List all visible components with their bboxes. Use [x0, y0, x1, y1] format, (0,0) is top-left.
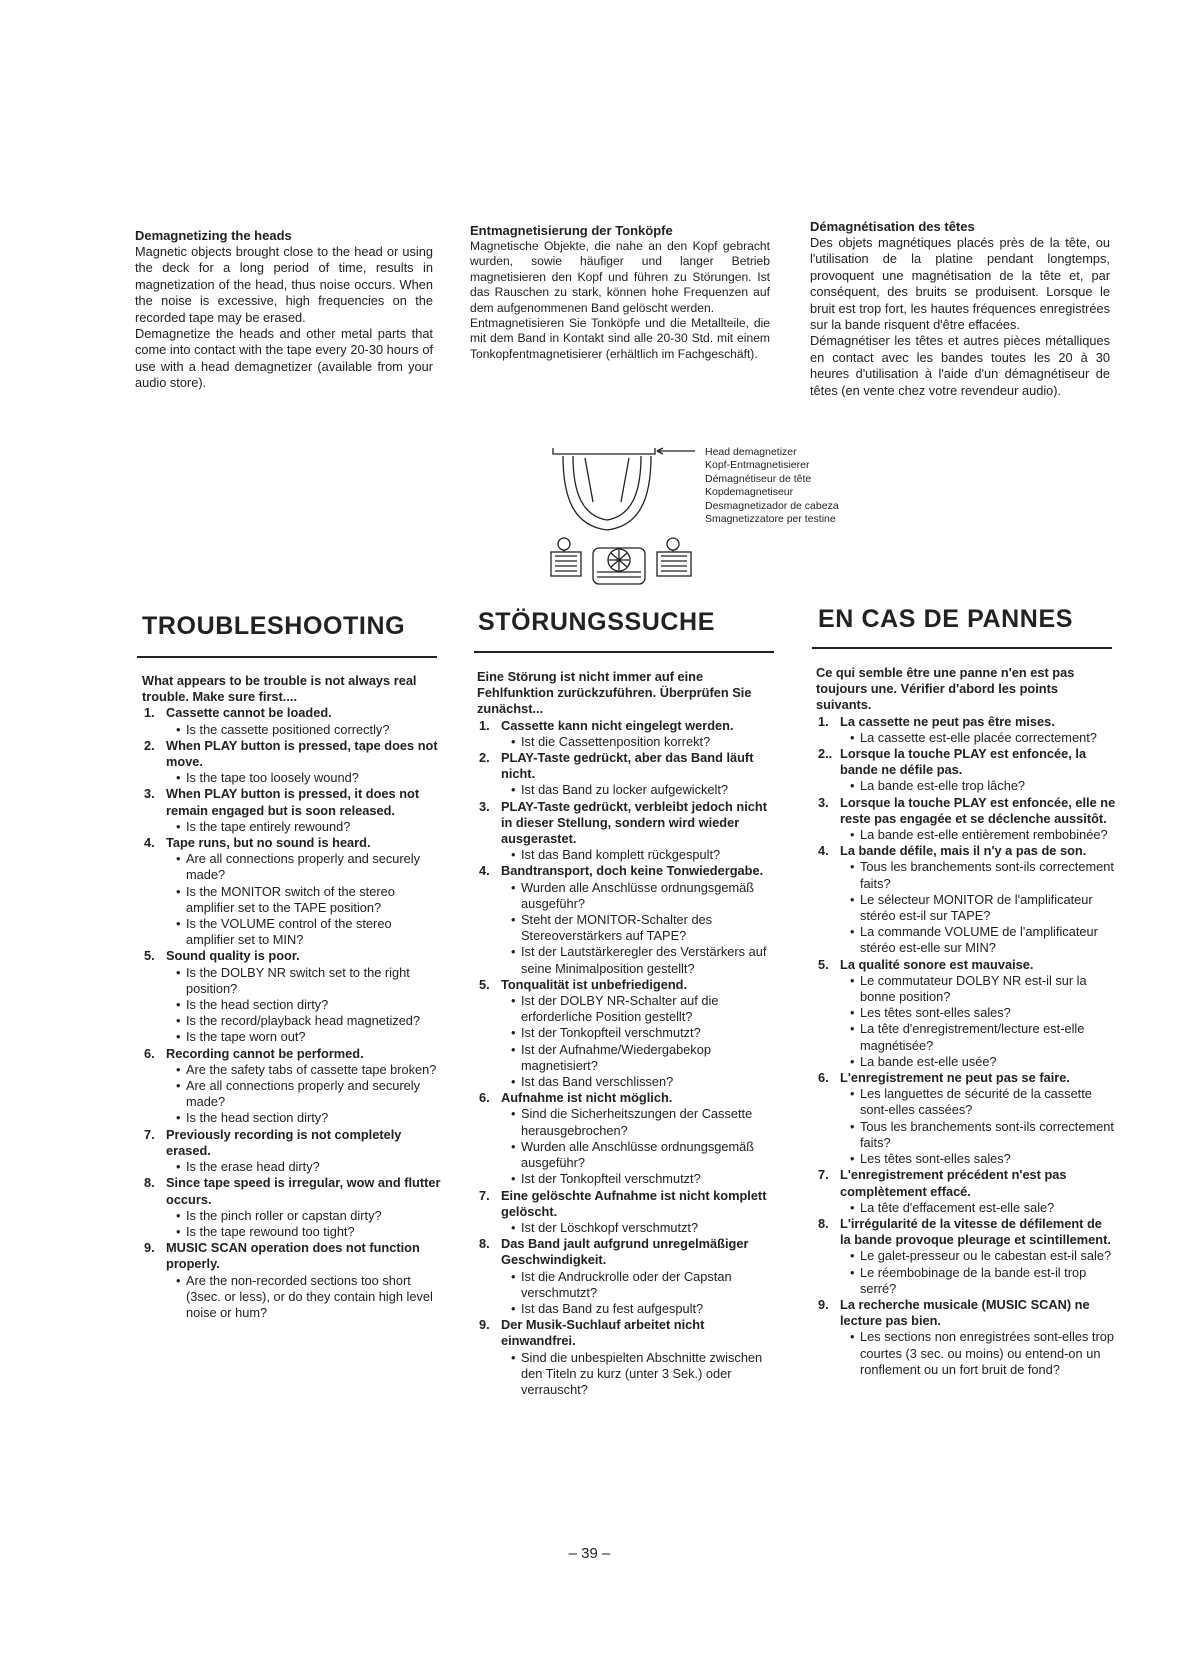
troubleshooting-item [816, 1297, 1116, 1378]
check-item: • Is the cassette positioned correctly? [176, 722, 442, 738]
check-item: • Sind die Sicherheitszungen der Cassette herausgebrochen? [511, 1106, 777, 1138]
item-checks [166, 1273, 442, 1322]
item-number: 5. [144, 948, 155, 964]
check-item: • Are all connections properly and securely made? [176, 1078, 442, 1110]
check-item: • Ist der Tonkopfteil verschmutzt? [511, 1025, 777, 1041]
diagram-label-en: Head demagnetizer [705, 446, 797, 458]
troubleshooting-en [142, 673, 442, 1321]
check-item: • Les languettes de sécurité de la cassette sont-elles cassées? [850, 1086, 1116, 1118]
troubleshooting-de-title: STÖRUNGSSUCHE [478, 608, 715, 636]
item-problem: PLAY-Taste gedrückt, verbleibt jedoch nicht in dieser Stellung, sondern wird wieder ausgerastet. [501, 798, 767, 847]
check-item: • Is the erase head dirty? [176, 1159, 442, 1175]
demagnetize-de-p1: Magnetische Objekte, die nahe an den Kopf gebracht wurden, sowie häufiger und langer Betrieb magnetisieren den Kopf und führen zu Störungen. Ist das Rauschen zu stark, können hohe Frequenzen auf dem aufgenommenen Band gelöscht werden. [470, 239, 770, 315]
item-problem: Lorsque la touche PLAY est enfoncée, la bande ne défile pas. [840, 746, 1087, 778]
check-item: • Ist die Andruckrolle oder der Capstan verschmutzt? [511, 1269, 777, 1301]
troubleshooting-item [816, 1216, 1116, 1297]
check-item: • Is the MONITOR switch of the stereo amplifier set to the TAPE position? [176, 884, 442, 916]
item-problem: When PLAY button is pressed, tape does not move. [166, 737, 438, 770]
item-problem: Eine gelöschte Aufnahme ist nicht komplett gelöscht. [501, 1187, 767, 1219]
item-problem: Aufnahme ist nicht möglich. [501, 1090, 673, 1106]
check-item: • La tête d'effacement est-elle sale? [850, 1200, 1116, 1216]
demagnetize-en-heading: Demagnetizing the heads [135, 228, 292, 243]
diagram-label-nl: Kopdemagnetiseur [705, 486, 794, 499]
item-number: 3. [144, 786, 155, 802]
item-checks [840, 1329, 1116, 1378]
check-item: • Wurden alle Anschlüsse ordnungsgemäß ausgeführ? [511, 880, 777, 912]
check-item: • Ist der DOLBY NR-Schalter auf die erforderliche Position gestellt? [511, 993, 777, 1025]
troubleshooting-item [142, 1046, 442, 1127]
demagnetize-fr-heading: Démagnétisation des têtes [810, 219, 975, 234]
check-item: • Les têtes sont-elles sales? [850, 1005, 1116, 1021]
troubleshooting-list [477, 718, 777, 1399]
check-item: • Is the head section dirty? [176, 1110, 442, 1126]
check-item: • Are the safety tabs of cassette tape broken? [176, 1062, 442, 1078]
diagram-label-de: Kopf-Entmagnetisierer [705, 459, 810, 472]
check-item: • Are all connections properly and securely made? [176, 851, 442, 883]
diagram-label-fr: Démagnétiseur de tête [705, 472, 812, 485]
item-checks [840, 859, 1116, 956]
item-number: 6. [818, 1070, 829, 1086]
check-item: • Ist das Band zu locker aufgewickelt? [511, 782, 777, 798]
check-item: • Wurden alle Anschlüsse ordnungsgemäß ausgeführ? [511, 1139, 777, 1171]
troubleshooting-item [816, 714, 1116, 746]
item-problem: Tonqualität ist unbefriedigend. [501, 976, 688, 992]
item-number: 2.. [818, 746, 833, 762]
troubleshooting-item [142, 786, 442, 835]
item-number: 1. [144, 705, 155, 721]
check-item: • Ist der Aufnahme/Wiedergabekop magnetisiert? [511, 1042, 777, 1074]
check-item: • Ist das Band verschlissen? [511, 1074, 777, 1090]
check-item: • Ist das Band komplett rückgespult? [511, 847, 777, 863]
check-item: • Is the DOLBY NR switch set to the right position? [176, 965, 442, 997]
troubleshooting-fr-rule [812, 647, 1112, 649]
check-item: • Le galet-presseur ou le cabestan est-il sale? [850, 1248, 1116, 1264]
troubleshooting-intro: What appears to be trouble is not always real trouble. Make sure first.... [142, 673, 417, 705]
item-number: 5. [479, 976, 490, 992]
item-problem: Cassette kann nicht eingelegt werden. [501, 717, 734, 733]
item-number: 3. [818, 794, 829, 810]
item-checks [840, 1248, 1116, 1297]
item-checks [840, 778, 1116, 794]
item-problem: Der Musik-Suchlauf arbeitet nicht einwandfrei. [501, 1317, 705, 1349]
item-checks [840, 973, 1116, 1070]
troubleshooting-fr [816, 665, 1116, 1378]
item-number: 1. [479, 717, 490, 733]
troubleshooting-de [477, 669, 777, 1398]
demagnetize-en-p1: Magnetic objects brought close to the head or using the deck for a long period of time, results in magnetization of the head, thus noise occurs. When the noise is excessive, high frequencies on the recorded tape may be erased. [135, 244, 433, 325]
check-item: • Ist der Tonkopfteil verschmutzt? [511, 1171, 777, 1187]
check-item: • Is the VOLUME control of the stereo amplifier set to MIN? [176, 916, 442, 948]
troubleshooting-item [816, 746, 1116, 795]
item-problem: When PLAY button is pressed, it does not remain engaged but is soon released. [166, 786, 420, 818]
troubleshooting-item [816, 843, 1116, 956]
item-checks [501, 1350, 777, 1399]
check-item: • Le sélecteur MONITOR de l'amplificateur stéréo est-il sur TAPE? [850, 892, 1116, 924]
troubleshooting-item [477, 750, 777, 799]
check-item: • Is the tape too loosely wound? [176, 770, 442, 786]
item-checks [166, 722, 442, 738]
item-checks [840, 827, 1116, 843]
troubleshooting-fr-title: EN CAS DE PANNES [818, 605, 1074, 633]
item-problem: Previously recording is not completely erased. [166, 1126, 402, 1158]
item-problem: Since tape speed is irregular, wow and flutter occurs. [166, 1175, 441, 1207]
troubleshooting-list [816, 714, 1116, 1378]
item-number: 9. [479, 1317, 490, 1333]
check-item: • Le commutateur DOLBY NR est-il sur la bonne position? [850, 973, 1116, 1005]
check-item: • Are the non-recorded sections too short (3sec. or less), or do they contain high level noise or hum? [176, 1273, 442, 1322]
item-problem: Tape runs, but no sound is heard. [166, 835, 371, 851]
item-problem: Bandtransport, doch keine Tonwiedergabe. [501, 863, 764, 879]
check-item: • Ist der Löschkopf verschmutzt? [511, 1220, 777, 1236]
troubleshooting-list [142, 705, 442, 1321]
diagram-label-es: Desmagnetizador de cabeza [705, 499, 839, 512]
item-checks [840, 1086, 1116, 1167]
item-number: 6. [144, 1045, 155, 1061]
troubleshooting-item [477, 977, 777, 1090]
item-problem: L'enregistrement précédent n'est pas complètement effacé. [840, 1167, 1067, 1199]
item-problem: L'enregistrement ne peut pas se faire. [840, 1070, 1070, 1086]
item-checks [166, 851, 442, 948]
item-checks [501, 734, 777, 750]
troubleshooting-intro: Eine Störung ist nicht immer auf eine Fehlfunktion zurückzuführen. Überprüfen Sie zunächst... [477, 669, 752, 717]
troubleshooting-item [142, 1240, 442, 1321]
check-item: • Steht der MONITOR-Schalter des Stereoverstärkers auf TAPE? [511, 912, 777, 944]
page-number: – 39 – [568, 1545, 611, 1562]
item-checks [501, 993, 777, 1090]
item-checks [166, 1062, 442, 1127]
check-item: • La bande est-elle usée? [850, 1054, 1116, 1070]
check-item: • Is the tape rewound too tight? [176, 1224, 442, 1240]
item-number: 7. [144, 1126, 155, 1142]
diagram-label-it: Smagnetizzatore per testine [705, 513, 836, 526]
troubleshooting-item [477, 1090, 777, 1187]
item-checks [840, 730, 1116, 746]
item-problem: La cassette ne peut pas être mises. [840, 713, 1055, 729]
item-problem: Lorsque la touche PLAY est enfoncée, elle ne reste pas engagée et se déclenche aussitôt. [840, 794, 1116, 826]
item-checks [501, 782, 777, 798]
check-item: • Ist der Lautstärkeregler des Verstärkers auf seine Minimalposition gestellt? [511, 944, 777, 976]
troubleshooting-item [477, 1236, 777, 1317]
item-problem: La qualité sonore est mauvaise. [840, 956, 1034, 972]
item-number: 2. [144, 737, 155, 753]
check-item: • La bande est-elle entièrement rembobinée? [850, 827, 1116, 843]
item-number: 4. [479, 863, 490, 879]
check-item: • Le réembobinage de la bande est-il trop serré? [850, 1265, 1116, 1297]
troubleshooting-item [477, 718, 777, 750]
item-checks [501, 1106, 777, 1187]
troubleshooting-item [816, 1070, 1116, 1167]
check-item: • Les têtes sont-elles sales? [850, 1151, 1116, 1167]
item-problem: PLAY-Taste gedrückt, aber das Band läuft nicht. [501, 750, 754, 782]
check-item: • Is the head section dirty? [176, 997, 442, 1013]
head-demagnetizer-diagram [545, 440, 705, 590]
item-number: 8. [479, 1236, 490, 1252]
demagnetize-fr-p1: Des objets magnétiques placés près de la tête, ou l'utilisation de la platine pendant longtemps, provoquent une magnétisation de la tête et, par conséquent, des bruits se produisent. Lorsque le bruit est trop fort, les hautes fréquences enregistrées sur la bande risquent d'être effacées. [810, 235, 1110, 333]
demagnetize-en-p2: Demagnetize the heads and other metal parts that come into contact with the tape every 20-30 hours of use with a head demagnetizer (available from your audio store). [135, 326, 433, 391]
troubleshooting-item [816, 957, 1116, 1070]
check-item: • Sind die unbespielten Abschnitte zwischen den Titeln zu kurz (unter 3 Sek.) oder verrauscht? [511, 1350, 777, 1399]
check-item: • Ist das Band zu fest aufgespult? [511, 1301, 777, 1317]
item-number: 8. [144, 1175, 155, 1191]
check-item: • Ist die Cassettenposition korrekt? [511, 734, 777, 750]
item-number: 9. [818, 1296, 829, 1312]
item-checks [166, 819, 442, 835]
item-checks [166, 1159, 442, 1175]
demagnetize-de [470, 223, 770, 362]
item-number: 3. [479, 798, 490, 814]
troubleshooting-item [816, 795, 1116, 844]
troubleshooting-item [142, 1175, 442, 1240]
demagnetize-de-p2: Entmagnetisieren Sie Tonköpfe und die Metallteile, die mit dem Band in Kontakt sind alle 20-30 Std. mit einem Tonkopfentmagnetisierer (erhältlich im Fachgeschäft). [470, 316, 770, 361]
troubleshooting-en-title: TROUBLESHOOTING [142, 612, 406, 640]
diagram-labels [705, 446, 839, 526]
check-item: • La commande VOLUME de l'amplificateur stéréo est-elle sur MIN? [850, 924, 1116, 956]
item-problem: Cassette cannot be loaded. [166, 705, 332, 721]
demagnetize-fr-p2: Démagnétiser les têtes et autres pièces métalliques en contact avec les bandes toutes les 20 à 30 heures d'utilisation à l'aide d'un démagnétiseur de têtes (en vente chez votre revendeur audio). [810, 333, 1110, 398]
troubleshooting-item [142, 835, 442, 948]
item-number: 8. [818, 1215, 829, 1231]
item-checks [501, 847, 777, 863]
item-number: 4. [144, 835, 155, 851]
item-checks [166, 1208, 442, 1240]
troubleshooting-item [477, 863, 777, 976]
demagnetize-de-heading: Entmagnetisierung der Tonköpfe [470, 223, 673, 238]
demagnetize-en [135, 228, 433, 392]
troubleshooting-en-rule [137, 656, 437, 658]
item-number: 1. [818, 713, 829, 729]
troubleshooting-intro: Ce qui semble être une panne n'en est pas toujours une. Vérifier d'abord les points suivants. [816, 665, 1075, 713]
item-number: 7. [479, 1187, 490, 1203]
check-item: • La cassette est-elle placée correctement? [850, 730, 1116, 746]
item-checks [840, 1200, 1116, 1216]
item-problem: Recording cannot be performed. [166, 1045, 364, 1061]
troubleshooting-item [477, 799, 777, 864]
troubleshooting-item [477, 1317, 777, 1398]
check-item: • Tous les branchements sont-ils correctement faits? [850, 859, 1116, 891]
item-problem: La recherche musicale (MUSIC SCAN) ne lecture pas bien. [840, 1296, 1090, 1329]
item-checks [166, 770, 442, 786]
item-checks [501, 880, 777, 977]
item-number: 9. [144, 1240, 155, 1256]
check-item: • Is the pinch roller or capstan dirty? [176, 1208, 442, 1224]
check-item: • Is the record/playback head magnetized? [176, 1013, 442, 1029]
check-item: • Les sections non enregistrées sont-elles trop courtes (3 sec. ou moins) ou entend-on un ronflement ou un fort bruit de fond? [850, 1329, 1116, 1378]
item-problem: MUSIC SCAN operation does not function properly. [166, 1240, 420, 1272]
item-number: 7. [818, 1167, 829, 1183]
item-problem: L'irrégularité de la vitesse de défilement de la bande provoque pleurage et scintillement. [840, 1215, 1111, 1248]
item-number: 2. [479, 750, 490, 766]
troubleshooting-item [142, 738, 442, 787]
troubleshooting-item [142, 1127, 442, 1176]
troubleshooting-item [142, 705, 442, 737]
item-number: 6. [479, 1090, 490, 1106]
item-problem: La bande défile, mais il n'y a pas de son. [840, 843, 1087, 859]
item-problem: Das Band jault aufgrund unregelmäßiger Geschwindigkeit. [501, 1236, 749, 1268]
item-problem: Sound quality is poor. [166, 948, 300, 964]
item-number: 5. [818, 956, 829, 972]
item-checks [501, 1269, 777, 1318]
troubleshooting-item [477, 1188, 777, 1237]
check-item: • La bande est-elle trop lâche? [850, 778, 1116, 794]
check-item: • Tous les branchements sont-ils correctement faits? [850, 1119, 1116, 1151]
troubleshooting-item [816, 1167, 1116, 1216]
item-checks [166, 965, 442, 1046]
item-checks [501, 1220, 777, 1236]
troubleshooting-de-rule [474, 651, 774, 653]
troubleshooting-item [142, 948, 442, 1045]
item-number: 4. [818, 843, 829, 859]
check-item: • Is the tape entirely rewound? [176, 819, 442, 835]
check-item: • La tête d'enregistrement/lecture est-elle magnétisée? [850, 1021, 1116, 1053]
check-item: • Is the tape worn out? [176, 1029, 442, 1045]
demagnetize-fr [810, 219, 1110, 399]
